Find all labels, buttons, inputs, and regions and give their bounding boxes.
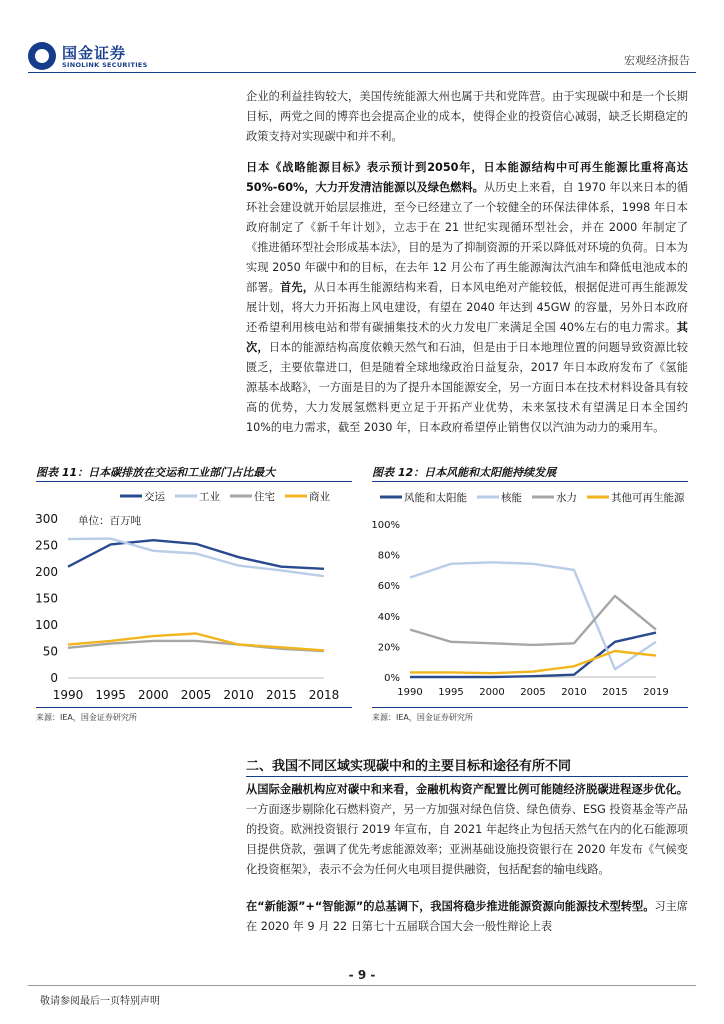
chart11-x-tick-label: 2015 — [266, 688, 297, 702]
chart12-x-tick-label: 2019 — [643, 687, 669, 698]
chart11-y-tick-label: 100 — [35, 618, 58, 632]
chart11-y-tick-label: 250 — [35, 538, 58, 553]
chart11-y-tick-label: 50 — [42, 644, 58, 659]
chart12-legend-label-1: 核能 — [501, 492, 522, 504]
chart12-x-tick-label: 1995 — [438, 687, 464, 698]
chart12-x-tick-label: 1990 — [397, 687, 423, 698]
chart12-legend-label-3: 其他可再生能源 — [611, 492, 685, 504]
logo-mark-icon — [28, 42, 56, 70]
chart11-y-tick-label: 200 — [35, 565, 58, 579]
figure-11-divider — [36, 481, 352, 482]
chart11-x-tick-label: 1990 — [52, 688, 84, 702]
chart12-y-tick-label: 100% — [371, 520, 400, 531]
chart12-series-line-1 — [410, 562, 656, 669]
chart11-legend-label-1: 工业 — [199, 491, 220, 503]
figure-12-source: 来源：IEA，国金证券研究所 — [372, 713, 473, 722]
chart11-y-tick-label: 300 — [35, 512, 58, 526]
sec2-p2-text: 习主席在 2020 年 9 月 22 日第七十五届联合国大会一般性辩论上表 — [246, 900, 688, 933]
para2-bold-1b: 年，日本能源结构中可再生能源比重将高达 50%-60%，大力开发清洁能源以及绿色燃料。 — [246, 161, 688, 194]
logo-name-en: SINOLINK SECURITIES — [62, 61, 148, 69]
figure-12-title: 图表 12：日本风能和太阳能持续发展 — [372, 466, 557, 479]
report-type: 宏观经济报告 — [624, 54, 690, 67]
chart11-y-tick-label: 0 — [50, 671, 58, 685]
chart11-legend-label-2: 住宅 — [254, 491, 275, 503]
header-divider — [28, 72, 696, 73]
para2-text-3: 日本的能源结构高度依赖天然气和石油，但是由于日本地理位置的问题导致资源比较匮乏，主要依靠进口，但是随着全球地缘政治日益复杂，2017 年日本政府发布了《氢能源基本战略》，一方面是目的为了提升本国能源安全，另一方面日本在技术材料设备具有较高的优势，大力发展氢燃料更立足于开拓产业优势，未来氢技术有望满足日本全国约 10%的电力需求，截至 2030 年，日本政府希望停止销售仅以汽油为动力的乘用车。 — [246, 341, 688, 434]
para2-bold-1: 日本《战略能源目标》表示预计到 — [246, 161, 428, 174]
chart12-x-tick-label: 2000 — [479, 687, 505, 698]
company-logo — [28, 42, 158, 72]
chart-12 — [366, 484, 692, 706]
paragraph-2 — [246, 158, 688, 438]
section-2-divider — [246, 776, 688, 777]
paragraph-1: 企业的利益挂钩较大，美国传统能源大州也属于共和党阵营。由于实现碳中和是一个长期目标，两党之间的博弈也会提高企业的成本，使得企业的投资信心减弱，缺乏长期稳定的政策支持对实现碳中和并不利。 — [246, 90, 688, 143]
chart12-y-tick-label: 20% — [377, 642, 400, 654]
sec2-p1-text: 一方面逐步剔除化石燃料资产，另一方加强对绿色信贷、绿色债券、ESG 投资基金等产品的投资。欧洲投资银行 2019 年宣布，自 2021 年起终止为包括天然气在内的化石能源项目提供贷款，强调了优先考虑能源效率；亚洲基础设施投资银行在 2020 年发布《气候变化投资框架》，表示不会为任何火电项目提供融资，包括配套的输电线路。 — [246, 803, 688, 876]
para2-text-2: 从日本再生能源结构来看，日本风电绝对产能较低，根据促进可再生能源发展计划，将大力开拓海上风电建设，有望在 2040 年达到 45GW 的容量，另外日本政府还希望利用核电站和带有碳捕集技术的火力发电厂来满足全国 40%左右的电力需求。 — [246, 281, 688, 334]
chart11-x-tick-label: 2000 — [138, 688, 169, 702]
para2-bold-2: 首先， — [280, 281, 315, 294]
chart12-y-tick-label: 60% — [377, 581, 400, 593]
chart11-legend-label-0: 交运 — [144, 491, 165, 503]
chart12-x-tick-label: 2005 — [520, 687, 546, 698]
chart12-series-line-0 — [410, 633, 656, 677]
chart12-y-tick-label: 0% — [384, 673, 400, 684]
chart11-x-tick-label: 1995 — [95, 688, 126, 702]
chart11-y-tick-label: 150 — [35, 591, 58, 606]
figure-12-bottom-divider — [372, 707, 688, 708]
section-2-paragraph-2 — [246, 897, 688, 937]
sec2-p1-bold: 从国际金融机构应对碳中和来看，金融机构资产配置比例可能随经济脱碳进程逐步优化。 — [246, 783, 688, 796]
footer-divider — [28, 985, 696, 986]
para2-bold-3: 其次， — [246, 321, 688, 354]
para2-text-1: 从历史上来看，自 1970 年以来日本的循环社会建设就开始层层推进，至今已经建立了一个较健全的环保法律体系，1998 年日本政府制定了《新千年计划》，立志于在 21 世纪实现循环型社会，并在 2000 年制定了《推进循环型社会形成基本法》，目的是为了抑制资源的开采以降低对环境的负荷。日本为实现 2050 年碳中和的目标，在去年 12 月公布了再生能源淘汰汽油车和降低电池成本的部署。 — [246, 181, 688, 294]
para2-highlight-year: 2050 — [427, 161, 459, 174]
logo-name-cn: 国金证券 — [62, 44, 127, 62]
chart12-series-line-2 — [410, 596, 656, 645]
chart11-x-tick-label: 2010 — [223, 688, 254, 702]
chart12-x-tick-label: 2015 — [602, 687, 628, 698]
chart12-x-tick-label: 2010 — [561, 687, 587, 698]
figure-11-title: 图表 11：日本碳排放在交运和工业部门占比最大 — [36, 466, 276, 479]
chart11-legend-label-3: 商业 — [309, 491, 330, 503]
chart12-legend-label-2: 水力 — [556, 492, 577, 504]
figure-11-bottom-divider — [36, 707, 352, 708]
sec2-p2-bold: 在“新能源”+“智能源”的总基调下，我国将稳步推进能源资源向能源技术型转型。 — [246, 900, 655, 913]
section-2-paragraph-1 — [246, 780, 688, 880]
chart11-x-tick-label: 2018 — [308, 688, 340, 702]
footer-disclaimer: 敬请参阅最后一页特别声明 — [40, 996, 160, 1007]
section-2-title: 二、我国不同区域实现碳中和的主要目标和途径有所不同 — [246, 759, 572, 774]
chart11-unit-label: 单位：百万吨 — [78, 515, 141, 527]
chart12-legend-label-0: 风能和太阳能 — [404, 492, 467, 504]
figure-11-source: 来源：IEA，国金证券研究所 — [36, 713, 137, 722]
chart12-y-tick-label: 80% — [377, 550, 400, 562]
chart12-series-line-3 — [410, 651, 656, 673]
figure-12-divider — [372, 481, 688, 482]
page-number: - 9 - — [348, 968, 376, 982]
chart12-y-tick-label: 40% — [377, 611, 400, 623]
chart11-x-tick-label: 2005 — [180, 688, 212, 702]
chart-11 — [30, 484, 352, 706]
